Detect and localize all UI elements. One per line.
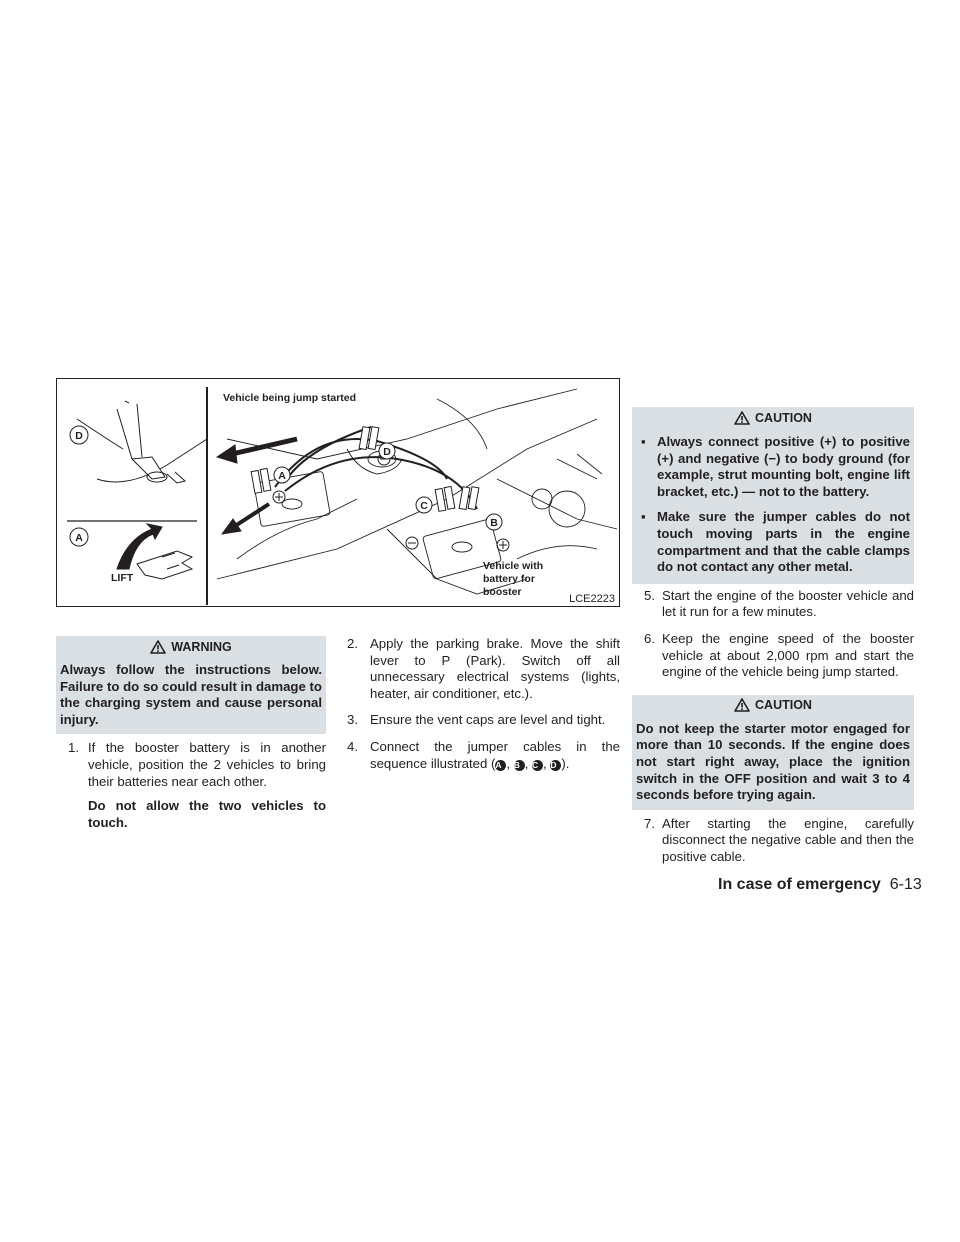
step-3 (338, 712, 620, 729)
step-2-text: Apply the parking brake. Move the shift lever to P (Park). Switch off all unnecessary electrical systems (lights, heater, air conditioner, etc.). (370, 636, 620, 701)
step-4-number: 4. (347, 738, 358, 754)
caution-icon (734, 698, 750, 712)
warning-header (56, 636, 326, 657)
label-d: D (383, 446, 391, 458)
label-b: B (490, 517, 498, 529)
warning-icon (150, 640, 166, 654)
step-6 (632, 631, 914, 681)
warning-title: WARNING (171, 639, 232, 654)
step-1 (56, 740, 326, 790)
step-4: 4. Connect the jumper cables in the sequence illustrated (A , B , C , D ). (347, 738, 620, 771)
step-7-number: 7. (644, 815, 655, 831)
step-5-text: Start the engine of the booster vehicle and let it run for a few minutes. (662, 587, 914, 620)
step-7 (632, 816, 914, 866)
caution-2-title: CAUTION (755, 698, 812, 713)
caution-icon (734, 411, 750, 425)
step-2 (338, 636, 620, 702)
middle-column (338, 636, 620, 772)
step-4-end: ). (561, 755, 570, 771)
step-1-note: Do not allow the two vehicles to touch. (88, 798, 326, 830)
label-d-inset: D (75, 430, 83, 442)
label-booster-2: battery for (483, 573, 535, 585)
step-5-number: 5. (644, 587, 655, 603)
footer-page-number: 6-13 (889, 876, 922, 893)
jump-start-illustration (56, 378, 620, 607)
warning-text: Always follow the instructions below. Failure to do so could result in damage to the charging system and cause personal injury. (60, 662, 322, 727)
caution-1-bullet-1: ▪ Always connect positive (+) to positive (+) and negative (−) to body ground (for example, strut mounting bolt, engine lift bracket, etc.) — not to the battery. (641, 434, 910, 499)
caution-1-bullet-2: ▪ Make sure the jumper cables do not touch moving parts in the engine compartment and that the cable clamps do not contact any other metal. (641, 509, 910, 575)
step-3-text: Ensure the vent caps are level and tight. (370, 712, 606, 728)
step-2-number: 2. (347, 636, 358, 651)
step-7-text: After starting the engine, carefully disconnect the negative cable and then the positive cable. (662, 815, 914, 864)
caution-2-header (632, 695, 914, 716)
step-4-ref-a: A (495, 760, 506, 771)
left-column (56, 636, 326, 831)
step-1-text: If the booster battery is in another vehicle, position the 2 vehicles to bring their batteries near each other. (88, 740, 326, 789)
inset-lift-cover (117, 524, 192, 579)
caution-box-1 (632, 407, 914, 584)
label-a: A (278, 470, 286, 482)
label-lift: LIFT (111, 572, 134, 584)
caution-box-2 (632, 695, 914, 810)
page-footer (718, 876, 922, 894)
step-4-ref-d: D (550, 760, 561, 771)
step-4-ref-c: C (532, 760, 543, 771)
figure-code: LCE2223 (569, 593, 615, 605)
label-booster-3: booster (483, 586, 522, 598)
caution-2-text: Do not keep the starter motor engaged for more than 10 seconds. If the engine does not start right away, place the ignition switch in the OFF position and wait 3 to 4 seconds before trying again. (636, 720, 910, 803)
step-6-text: Keep the engine speed of the booster vehicle at about 2,000 rpm and start the engine of the vehicle being jump started. (662, 630, 914, 680)
step-5 (632, 588, 914, 621)
label-vehicle-jump: Vehicle being jump started (223, 392, 357, 404)
warning-box (56, 636, 326, 734)
caution-1-title: CAUTION (755, 410, 812, 425)
label-c: C (420, 500, 428, 512)
step-4-ref-b: B (514, 760, 525, 771)
inset-clamp-ground (77, 401, 207, 483)
jump-start-diagram (57, 379, 619, 606)
label-a-inset: A (75, 532, 83, 544)
footer-section: In case of emergency (718, 876, 881, 893)
step-1-number: 1. (68, 740, 79, 756)
step-6-number: 6. (644, 630, 655, 646)
step-3-number: 3. (347, 712, 358, 728)
caution-1-header (632, 407, 914, 428)
right-column (632, 407, 914, 865)
label-booster-1: Vehicle with (483, 560, 544, 572)
step-4-text: Connect the jumper cables in the sequence illustrated ( (370, 738, 620, 771)
